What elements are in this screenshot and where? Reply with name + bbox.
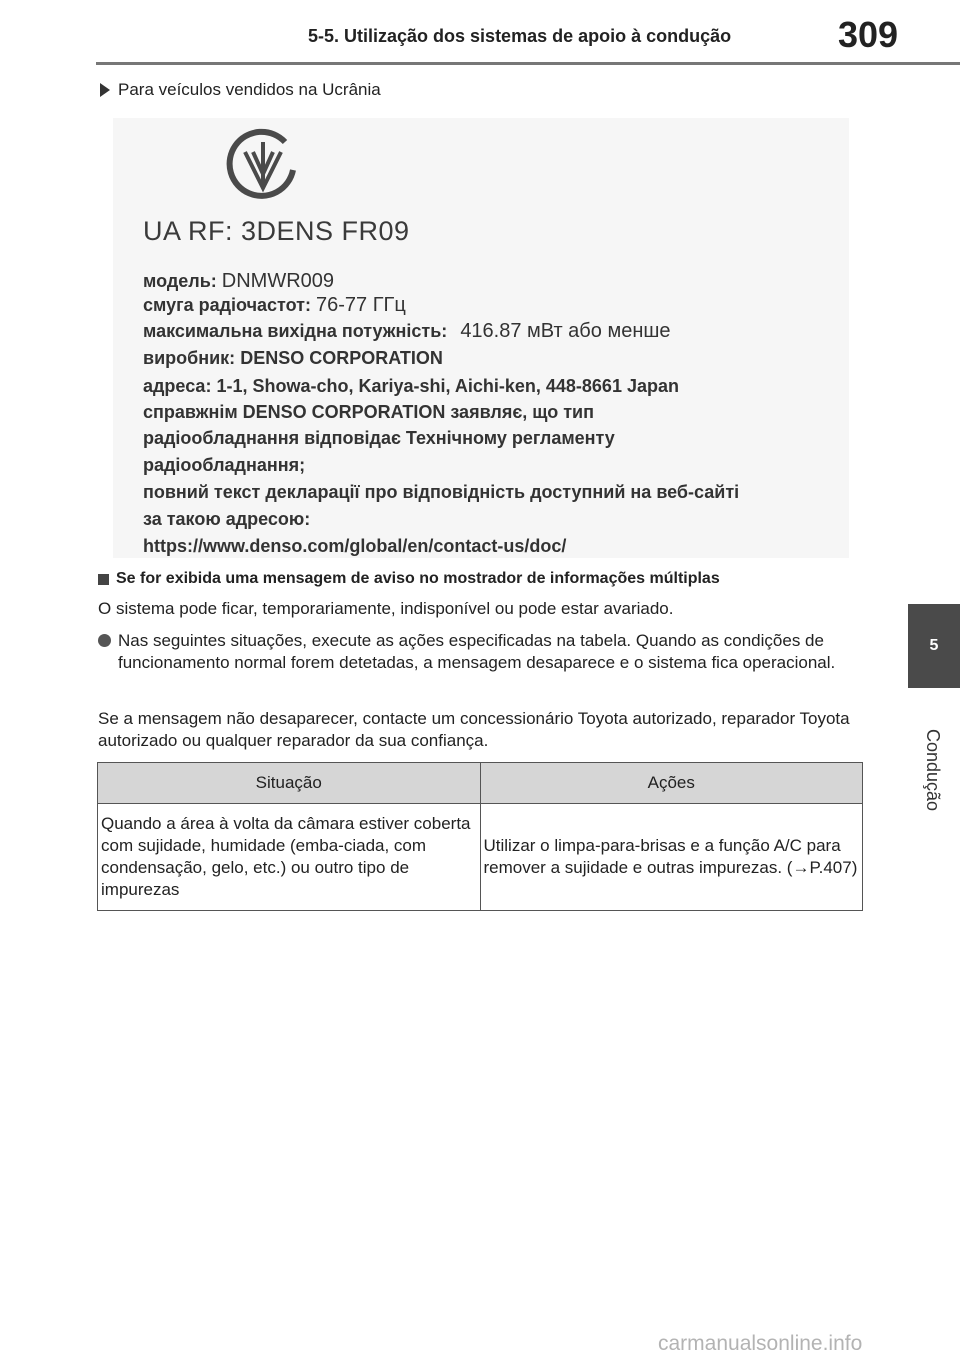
label-line: виробник: DENSO CORPORATION <box>143 348 443 368</box>
watermark: carmanualsonline.info <box>658 1332 863 1355</box>
situation-actions-table <box>97 762 863 911</box>
label-line: максимальна вихідна потужність: 416.87 мВт або менше <box>143 320 671 342</box>
label-line: радіообладнання; <box>143 455 306 475</box>
heading-text: Se for exibida uma mensagem de aviso no mostrador de informações múltiplas <box>116 570 720 587</box>
label-line: справжнім DENSO CORPORATION заявляє, що тип <box>143 402 594 422</box>
region-note-text: Para veículos vendidos na Ucrânia <box>118 80 381 99</box>
page-number: 309 <box>838 14 899 55</box>
chapter-tab[interactable]: 5 <box>908 604 960 688</box>
ukrainian-conformity-mark-icon <box>223 126 303 206</box>
section-title: 5-5. Utilização dos sistemas de apoio à condução <box>308 26 732 46</box>
label-line: адреса: 1-1, Showa-cho, Kariya-shi, Aichi-ken, 448-8661 Japan <box>143 376 679 396</box>
ua-rf-code: UA RF: 3DENS FR09 <box>143 216 410 246</box>
circle-bullet-icon <box>98 634 111 647</box>
page-header <box>0 0 960 68</box>
label-line: смуга радіочастот: 76-77 ГГц <box>143 294 406 316</box>
arrow-right-icon <box>100 83 110 97</box>
region-note <box>100 80 381 100</box>
table-header-row <box>98 763 863 804</box>
contact-paragraph: Se a mensagem não desaparecer, contacte um concessionário Toyota autorizado, reparador Toyota autorizado ou qualquer reparador da sua confiança. <box>98 709 850 750</box>
header-divider <box>96 62 960 65</box>
chapter-label: Condução <box>923 728 944 812</box>
label-line: повний текст декларації про відповідність доступний на веб-сайті <box>143 482 740 502</box>
label-line: модель: DNMWR009 <box>143 270 335 292</box>
intro-paragraph: O sistema pode ficar, temporariamente, indisponível ou pode estar avariado. <box>98 599 674 618</box>
bullet-text: Nas seguintes situações, execute as ações especificadas na tabela. Quando as condições de funcionamento normal forem detetadas, a mensagem desaparece e o sistema fica operacional. <box>118 631 836 672</box>
bullet-item <box>98 630 868 674</box>
label-line: за такою адресою: <box>143 509 311 529</box>
actions-cell: Utilizar o limpa-para-brisas e a função A/C para remover a sujidade e outras impurezas. (→P.407) <box>480 804 863 911</box>
label-line: https://www.denso.com/global/en/contact-us/doc/ <box>143 536 567 556</box>
certification-label-image <box>113 118 849 558</box>
warning-section-heading <box>98 570 720 588</box>
table-row <box>98 804 863 911</box>
column-header-situation: Situação <box>98 763 481 804</box>
square-bullet-icon <box>98 574 109 585</box>
situation-cell: Quando a área à volta da câmara estiver coberta com sujidade, humidade (emba-ciada, com condensação, gelo, etc.) ou outro tipo de impurezas <box>98 804 481 911</box>
label-line: радіообладнання відповідає Технічному регламенту <box>143 428 615 448</box>
column-header-actions: Ações <box>480 763 863 804</box>
